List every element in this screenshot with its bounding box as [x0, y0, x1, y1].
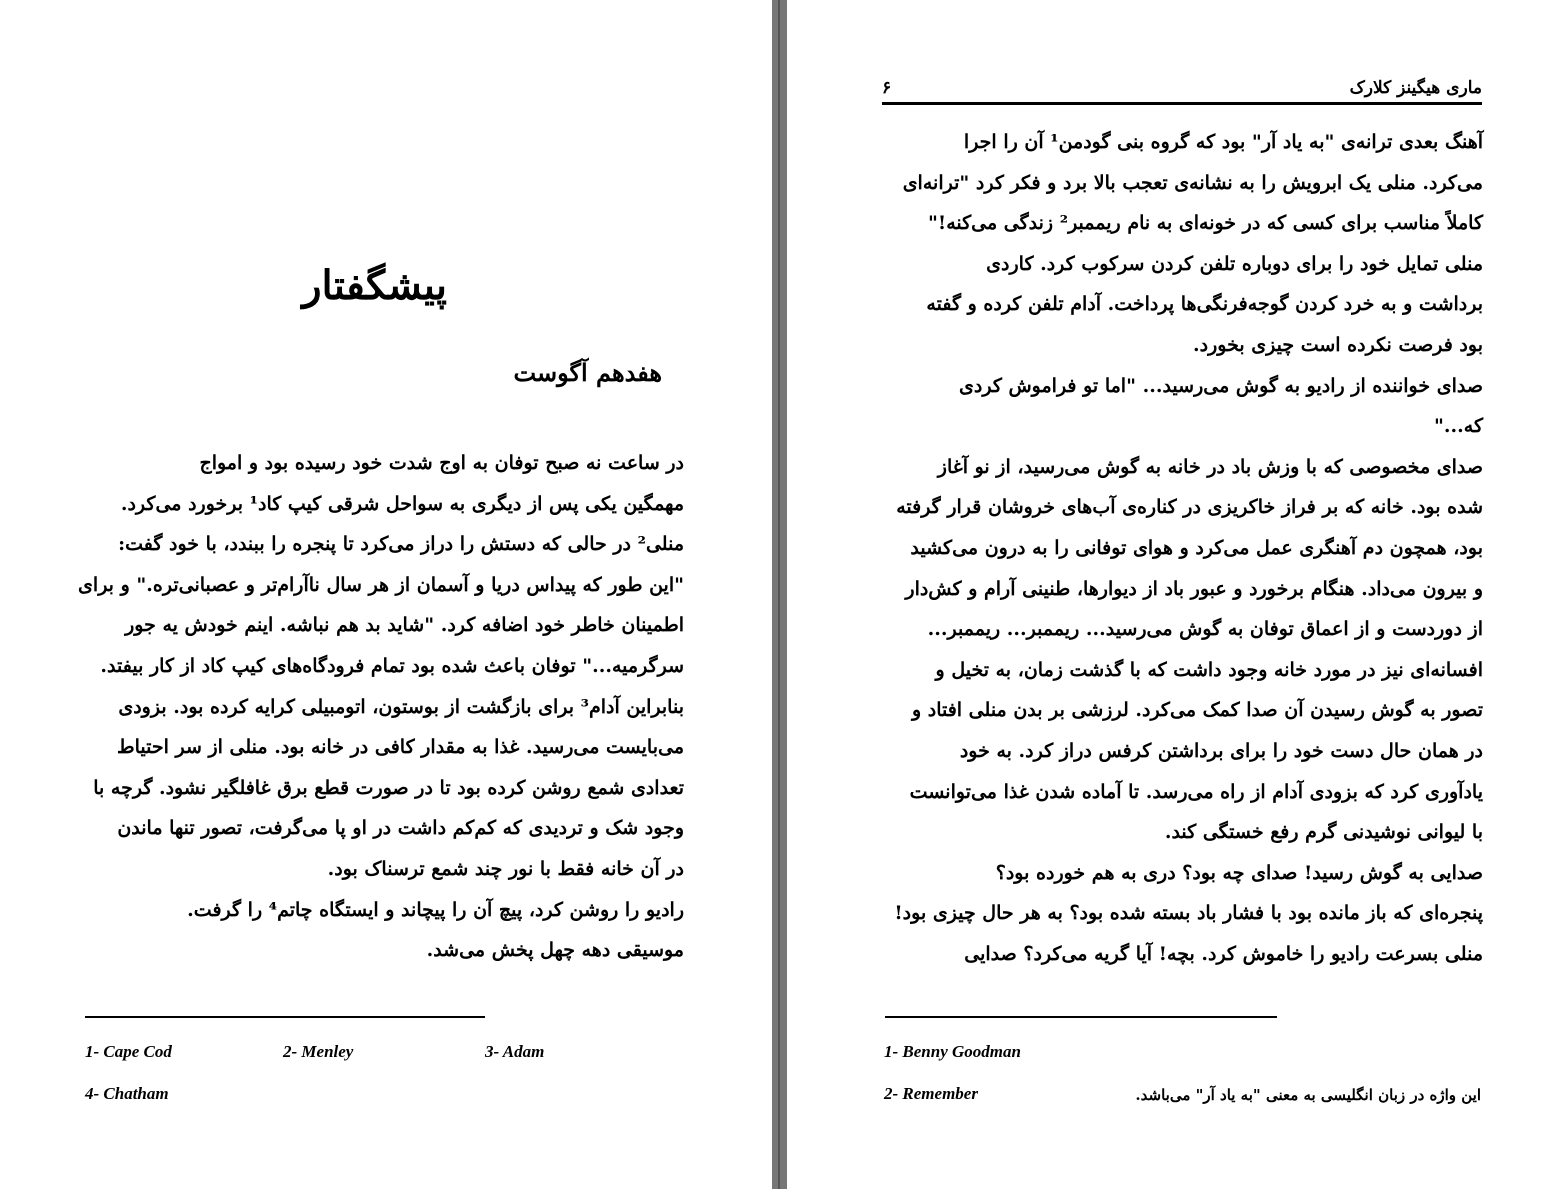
running-header-author: ماری هیگینز کلارک [1349, 78, 1482, 98]
chapter-date: هفدهم آگوست [513, 358, 662, 387]
body-line: و بیرون می‌داد. هنگام برخورد و عبور باد از دیوارها، طنینی آرام و کش‌دار [905, 577, 1483, 600]
page-number: ۶ [882, 78, 892, 98]
body-line: منلی بسرعت رادیو را خاموش کرد. بچه! آیا گریه می‌کرد؟ صدایی [964, 942, 1483, 965]
body-line: بود فرصت نکرده است چیزی بخورد. [1193, 333, 1483, 356]
footnote: 1- Cape Cod [85, 1042, 172, 1061]
body-line: صدای مخصوصی که با وزش باد در خانه به گوش می‌رسید، از نو آغاز [937, 455, 1483, 478]
footnote-translation: این واژه در زبان انگلیسی به معنی "به یاد آر" می‌باشد. [1135, 1086, 1481, 1104]
body-line: وجود شک و تردیدی که کم‌کم داشت در او پا می‌گرفت، تصور تنها ماندن [117, 817, 684, 840]
body-line: در آن خانه فقط با نور چند شمع ترسناک بود. [327, 857, 684, 880]
footnote: 2- Menley [283, 1042, 354, 1061]
body-line: که..." [1434, 415, 1483, 438]
footnote: 3- Adam [485, 1042, 545, 1061]
body-line: شده بود. خانه که بر فراز خاکریزی در کناره‌ی آب‌های خروشان قرار گرفته [896, 496, 1483, 519]
body-line: پنجره‌ای که باز مانده بود با فشار باد بسته شده بود؟ به هر حال چیزی بود! [894, 902, 1483, 925]
left-page [0, 0, 772, 1189]
footnote: 1- Benny Goodman [884, 1042, 1021, 1061]
body-line: بود، همچون دم آهنگری عمل می‌کرد و هوای توفانی را به درون می‌کشید [910, 536, 1483, 559]
body-line: افسانه‌ای نیز در مورد خانه وجود داشت که با گذشت زمان، به تخیل و [935, 658, 1483, 681]
body-line: موسیقی دهه چهل پخش می‌شد. [426, 939, 684, 962]
footnote: 2- Remember [884, 1084, 978, 1103]
page-gutter [772, 0, 787, 1189]
body-line: برداشت و به خرد کردن گوجه‌فرنگی‌ها پرداخت. آدام تلفن کرده و گفته [926, 293, 1483, 316]
footnote-rule [85, 1016, 485, 1018]
body-line: مهمگین یکی پس از دیگری به سواحل شرقی کیپ کاد¹ برخورد می‌کرد. [120, 492, 684, 515]
body-line: رادیو را روشن کرد، پیچ آن را پیچاند و ایستگاه چاتم⁴ را گرفت. [187, 898, 684, 921]
chapter-title: پیشگفتار [302, 262, 447, 309]
right-page [787, 0, 1561, 1189]
body-line: با لیوانی نوشیدنی گرم رفع خستگی کند. [1164, 821, 1483, 844]
body-line: آهنگ بعدی ترانه‌ی "به یاد آر" بود که گروه بنی گودمن¹ آن را اجرا [963, 131, 1483, 153]
footnote-rule [885, 1016, 1277, 1018]
body-line: صدایی به گوش رسید! صدای چه بود؟ دری به هم خورده بود؟ [995, 861, 1483, 884]
body-line: "این طور که پیداس دریا و آسمان از هر سال ناآرام‌تر و عصبانی‌تره." و برای [78, 573, 684, 596]
body-line: بنابراین آدام³ برای بازگشت از بوستون، اتومبیلی کرایه کرده بود. بزودی [118, 695, 684, 718]
body-line: در ساعت نه صبح توفان به اوج شدت خود رسیده بود و امواج [199, 452, 684, 474]
body-line: تصور به گوش رسیدن آن صدا کمک می‌کرد. لرزشی بر بدن منلی افتاد و [911, 699, 1483, 722]
body-line: یادآوری کرد که بزودی آدام از راه می‌رسد. تا آماده شدن غذا می‌توانست [909, 780, 1483, 803]
body-line: سرگرمیه..." توفان باعث شده بود تمام فرودگاه‌های کیپ کاد از کار بیفتد. [100, 654, 684, 677]
body-line: صدای خواننده از رادیو به گوش می‌رسید... "اما تو فراموش کردی [959, 374, 1483, 397]
running-header [882, 78, 1482, 105]
body-line: می‌بایست می‌رسید. غذا به مقدار کافی در خانه بود. منلی از سر احتیاط [117, 736, 684, 759]
right-body-text [875, 122, 1483, 974]
body-line: تعدادی شمع روشن کرده بود تا در صورت قطع برق غافلگیر نشود. گرچه با [93, 776, 684, 799]
body-line: منلی تمایل خود را برای دوباره تلفن کردن سرکوب کرد. کاردی [986, 252, 1483, 275]
body-line: از دوردست و از اعماق توفان به گوش می‌رسید... ریممبر... ریممبر... [927, 618, 1483, 641]
body-line: منلی² در حالی که دستش را دراز می‌کرد تا پنجره را ببندد، با خود گفت: [118, 533, 684, 556]
body-line: در همان حال دست خود را برای برداشتن کرفس دراز کرد. به خود [959, 739, 1483, 762]
body-line: می‌کرد. منلی یک ابرویش را به نشانه‌ی تعجب بالا برد و فکر کرد "ترانه‌ای [902, 171, 1483, 194]
footnote: 4- Chatham [85, 1084, 169, 1103]
body-line: اطمینان خاطر خود اضافه کرد. "شاید بد هم نباشه. اینم خودش یه جور [125, 614, 684, 637]
body-line: کاملاً مناسب برای کسی که در خونه‌ای به نام ریممبر² زندگی می‌کنه!" [927, 212, 1483, 235]
left-body-text [78, 443, 684, 971]
